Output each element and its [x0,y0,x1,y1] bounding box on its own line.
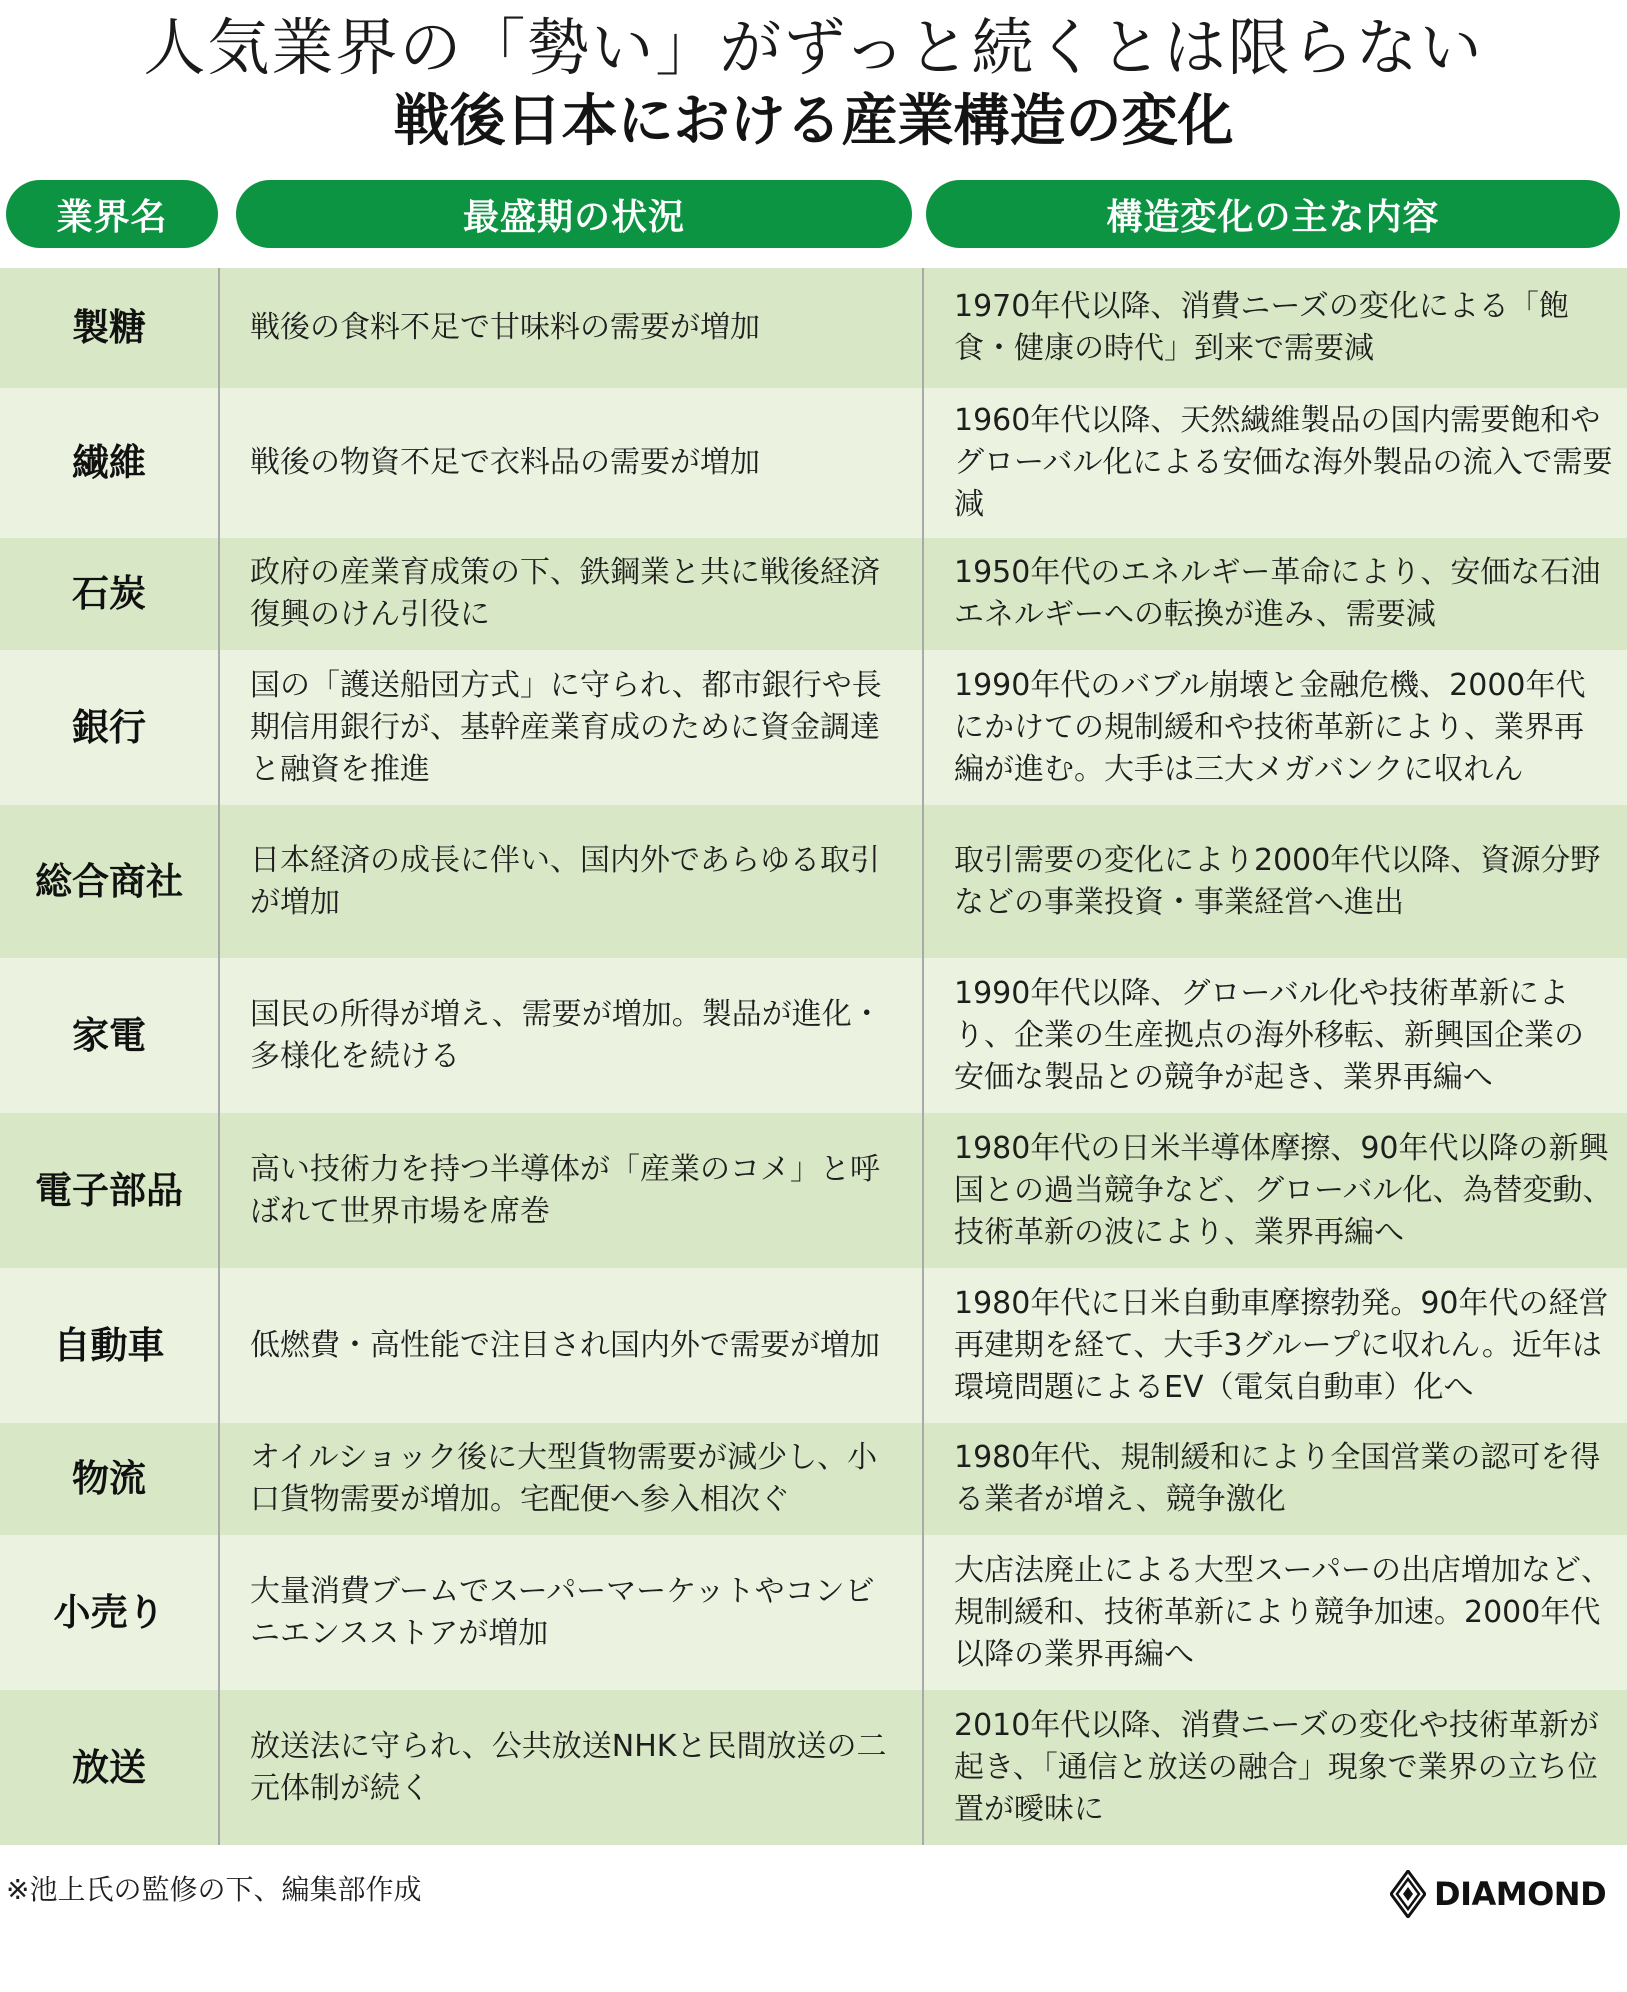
table-row [0,1690,1627,1845]
structural-change-cell: 1960年代以降、天然繊維製品の国内需要飽和やグローバル化による安価な海外製品の流入で需要減 [954,403,1613,522]
structural-change-cell: 1980年代、規制緩和により全国営業の認可を得る業者が増え、競争激化 [954,1440,1601,1517]
peak-status-cell: 戦後の物資不足で衣料品の需要が増加 [220,388,924,538]
industry-table [0,268,1627,1845]
peak-status-cell: 低燃費・高性能で注目され国内外で需要が増加 [220,1268,924,1423]
table-row [0,1268,1627,1423]
peak-status-cell: 高い技術力を持つ半導体が「産業のコメ」と呼ばれて世界市場を席巻 [220,1113,924,1268]
peak-status-cell: 国民の所得が増え、需要が増加。製品が進化・多様化を続ける [220,958,924,1113]
peak-status-cell: 国の「護送船団方式」に守られ、都市銀行や長期信用銀行が、基幹産業育成のために資金調達と融資を推進 [220,650,924,805]
table-row [0,805,1627,958]
structural-change-cell: 1980年代に日米自動車摩擦勃発。90年代の経営再建期を経て、大手3グループに収れん。近年は環境問題によるEV（電気自動車）化へ [954,1285,1609,1405]
structural-change-cell: 1980年代の日米半導体摩擦、90年代以降の新興国との過当競争など、グローバル化、為替変動、技術革新の波により、業界再編へ [954,1130,1613,1250]
structural-change-cell: 1950年代のエネルギー革命により、安価な石油エネルギーへの転換が進み、需要減 [954,555,1601,632]
industry-name: 総合商社 [0,805,220,958]
subtitle: 戦後日本における産業構造の変化 [393,89,1234,154]
industry-name: 製糖 [0,268,220,388]
industry-name: 電子部品 [0,1113,220,1268]
peak-status-cell: 大量消費ブームでスーパーマーケットやコンビニエンスストアが増加 [220,1535,924,1690]
header-structural-change: 構造変化の主な内容 [926,180,1620,248]
peak-status-cell: 放送法に守られ、公共放送NHKと民間放送の二元体制が続く [220,1690,924,1845]
peak-status-cell: オイルショック後に大型貨物需要が減少し、小口貨物需要が増加。宅配便へ参入相次ぐ [220,1423,924,1535]
table-row [0,388,1627,538]
table-row [0,1113,1627,1268]
structural-change-cell: 取引需要の変化により2000年代以降、資源分野などの事業投資・事業経営へ進出 [954,842,1601,920]
industry-name: 放送 [0,1690,220,1845]
industry-name: 物流 [0,1423,220,1535]
header-industry: 業界名 [6,180,218,248]
structural-change-cell: 大店法廃止による大型スーパーの出店増加など、規制緩和、技術革新により競争加速。2000年代以降の業界再編へ [954,1552,1611,1672]
table-row [0,268,1627,388]
industry-name: 自動車 [0,1268,220,1423]
industry-name: 繊維 [0,388,220,538]
main-title: 人気業界の「勢い」がずっと続くとは限らない [143,11,1484,84]
diamond-logo-icon [1390,1870,1426,1918]
table-row [0,538,1627,650]
table-row [0,1535,1627,1690]
diamond-logo [1390,1870,1606,1918]
peak-status-cell: 政府の産業育成策の下、鉄鋼業と共に戦後経済復興のけん引役に [220,538,924,650]
header-peak-status: 最盛期の状況 [236,180,912,248]
industry-name: 小売り [0,1535,220,1690]
industry-name: 銀行 [0,650,220,805]
industry-name: 石炭 [0,538,220,650]
diamond-logo-text: DIAMOND [1434,1875,1607,1913]
table-row [0,958,1627,1113]
peak-status-cell: 日本経済の成長に伴い、国内外であらゆる取引が増加 [220,805,924,958]
table-row [0,1423,1627,1535]
source-footnote: ※池上氏の監修の下、編集部作成 [6,1873,422,1906]
structural-change-cell: 1970年代以降、消費ニーズの変化による「飽食・健康の時代」到来で需要減 [954,289,1569,366]
industry-name: 家電 [0,958,220,1113]
structural-change-cell: 2010年代以降、消費ニーズの変化や技術革新が起き、「通信と放送の融合」現象で業界の立ち位置が曖昧に [954,1707,1599,1827]
table-row [0,650,1627,805]
peak-status-cell: 戦後の食料不足で甘味料の需要が増加 [220,268,924,388]
structural-change-cell: 1990年代以降、グローバル化や技術革新により、企業の生産拠点の海外移転、新興国企業の安価な製品との競争が起き、業界再編へ [954,975,1584,1095]
structural-change-cell: 1990年代のバブル崩壊と金融危機、2000年代にかけての規制緩和や技術革新により、業界再編が進む。大手は三大メガバンクに収れん [954,667,1586,787]
